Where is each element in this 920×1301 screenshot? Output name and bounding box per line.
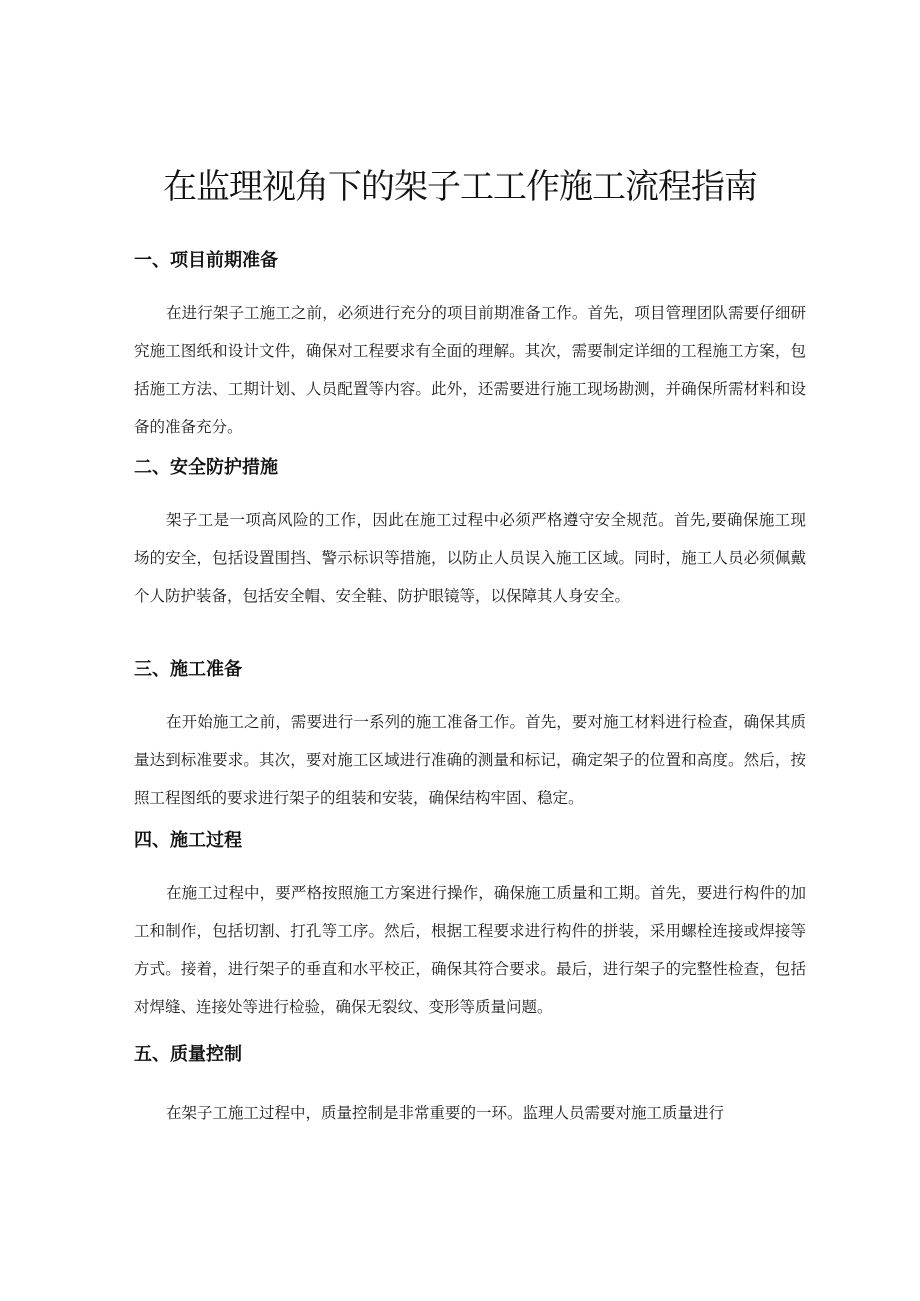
section-heading: 五、质量控制 [134,1044,242,1065]
section-heading: 三、施工准备 [134,659,242,680]
section-paragraph: 在开始施工之前，需要进行一系列的施工准备工作。首先，要对施工材料进行检查，确保其质量达到标准要求。其次，要对施工区域进行准确的测量和标记，确定架子的位置和高度。然后，按照工程图纸的要求进行架子的组装和安装，确保结构牢固、稳定。 [134,713,806,807]
section-paragraph: 在施工过程中，要严格按照施工方案进行操作，确保施工质量和工期。首先，要进行构件的加工和制作，包括切割、打孔等工序。然后，根据工程要求进行构件的拼装，采用螺栓连接或焊接等方式。接着，进行架子的垂直和水平校正，确保其符合要求。最后，进行架子的完整性检查，包括对焊缝、连接处等进行检验，确保无裂纹、变形等质量问题。 [134,884,806,1016]
section-construction-preparation [134,657,806,817]
section-paragraph: 架子工是一项高风险的工作，因此在施工过程中必须严格遵守安全规范。首先,要确保施工现场的安全，包括设置围挡、警示标识等措施，以防止人员误入施工区域。同时，施工人员必须佩戴个人防护装备，包括安全帽、安全鞋、防护眼镜等，以保障其人身安全。 [134,511,806,605]
section-safety-measures [134,455,806,615]
section-paragraph: 在进行架子工施工之前，必须进行充分的项目前期准备工作。首先，项目管理团队需要仔细研究施工图纸和设计文件，确保对工程要求有全面的理解。其次，需要制定详细的工程施工方案，包括施工方法、工期计划、人员配置等内容。此外，还需要进行施工现场勘测，并确保所需材料和设备的准备充分。 [134,304,806,436]
section-heading: 四、施工过程 [134,830,242,851]
section-heading: 二、安全防护措施 [134,457,278,478]
section-project-preparation [134,248,806,446]
section-construction-process [134,828,806,1026]
section-paragraph: 在架子工施工过程中，质量控制是非常重要的一环。监理人员需要对施工质量进行 [166,1104,725,1122]
section-quality-control [134,1042,806,1132]
page-title: 在监理视角下的架子工工作施工流程指南 [163,167,757,207]
section-heading: 一、项目前期准备 [134,250,278,271]
